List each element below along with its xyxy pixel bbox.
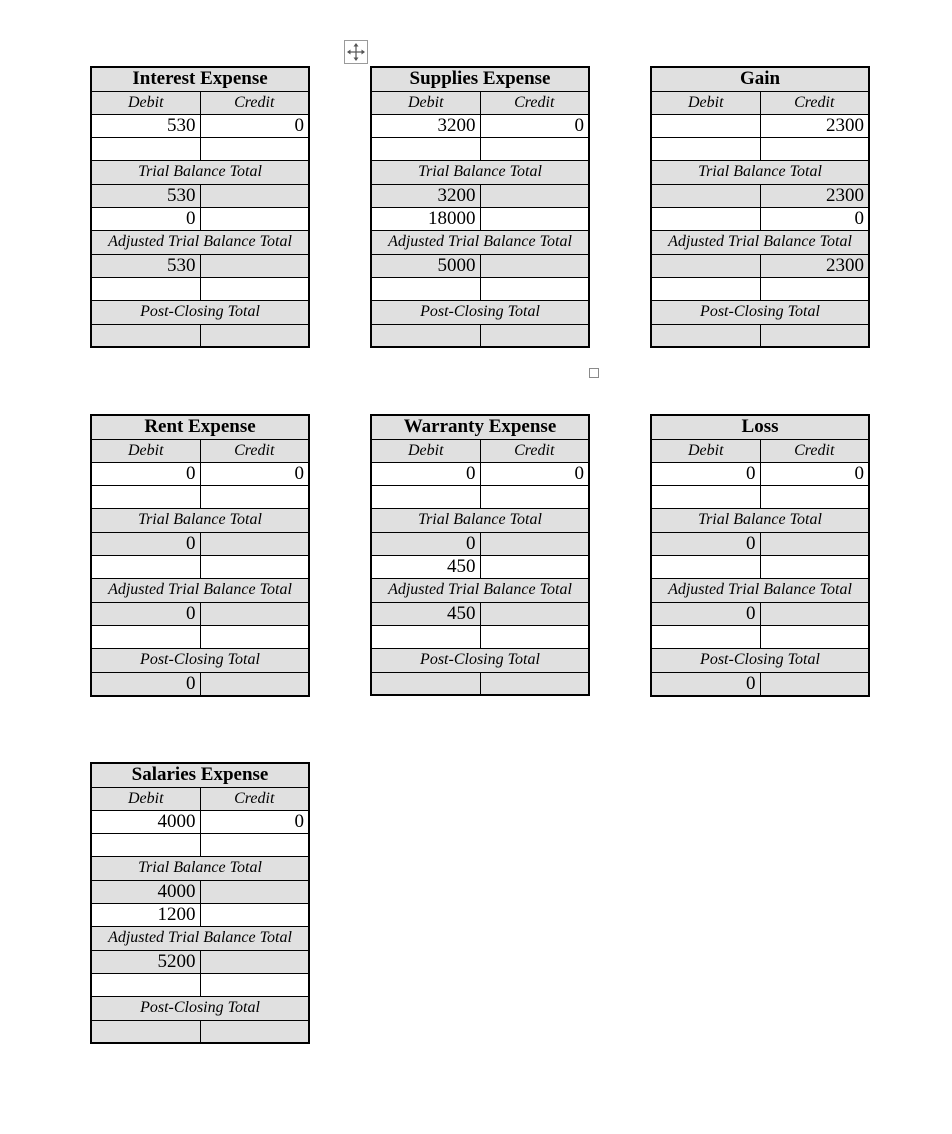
- adjusted-trial-balance-label: Adjusted Trial Balance Total: [371, 230, 589, 254]
- post-closing-label: Post-Closing Total: [91, 996, 309, 1020]
- adjusted-trial-balance-label: Adjusted Trial Balance Total: [91, 578, 309, 602]
- debit-cell[interactable]: [371, 137, 480, 160]
- debit-cell[interactable]: 0: [371, 462, 480, 485]
- debit-cell[interactable]: [651, 277, 760, 300]
- credit-cell[interactable]: [760, 532, 869, 555]
- credit-cell[interactable]: [760, 324, 869, 347]
- debit-cell[interactable]: [91, 324, 200, 347]
- account-title: Warranty Expense: [371, 415, 589, 439]
- credit-header: Credit: [480, 91, 589, 114]
- credit-cell[interactable]: 0: [200, 462, 309, 485]
- debit-cell[interactable]: 0: [91, 672, 200, 696]
- credit-cell[interactable]: [760, 672, 869, 696]
- trial-balance-label: Trial Balance Total: [371, 160, 589, 184]
- debit-cell[interactable]: 4000: [91, 810, 200, 833]
- account-title: Loss: [651, 415, 869, 439]
- credit-cell[interactable]: [200, 324, 309, 347]
- credit-cell[interactable]: [480, 324, 589, 347]
- post-closing-label: Post-Closing Total: [651, 300, 869, 324]
- trial-balance-label: Trial Balance Total: [91, 160, 309, 184]
- debit-cell[interactable]: [91, 555, 200, 578]
- credit-cell[interactable]: [200, 950, 309, 973]
- debit-cell[interactable]: 4000: [91, 880, 200, 903]
- credit-cell[interactable]: [480, 625, 589, 648]
- table-resize-handle[interactable]: [589, 368, 599, 378]
- post-closing-label: Post-Closing Total: [371, 300, 589, 324]
- debit-cell[interactable]: [91, 833, 200, 856]
- credit-cell[interactable]: [480, 485, 589, 508]
- credit-cell[interactable]: [760, 625, 869, 648]
- debit-cell[interactable]: [91, 1020, 200, 1043]
- debit-cell[interactable]: 0: [651, 462, 760, 485]
- debit-cell[interactable]: [651, 254, 760, 277]
- debit-cell[interactable]: 530: [91, 254, 200, 277]
- trial-balance-label: Trial Balance Total: [91, 508, 309, 532]
- trial-balance-label: Trial Balance Total: [91, 856, 309, 880]
- adjusted-trial-balance-label: Adjusted Trial Balance Total: [651, 230, 869, 254]
- debit-header: Debit: [651, 439, 760, 462]
- credit-cell[interactable]: [760, 137, 869, 160]
- debit-header: Debit: [371, 439, 480, 462]
- debit-cell[interactable]: [91, 485, 200, 508]
- debit-cell[interactable]: [651, 324, 760, 347]
- debit-cell[interactable]: 450: [371, 555, 480, 578]
- debit-cell[interactable]: 450: [371, 602, 480, 625]
- credit-cell[interactable]: [480, 207, 589, 230]
- debit-cell[interactable]: 0: [371, 532, 480, 555]
- debit-cell[interactable]: 0: [91, 207, 200, 230]
- credit-cell[interactable]: 0: [200, 114, 309, 137]
- credit-cell[interactable]: [200, 184, 309, 207]
- credit-header: Credit: [480, 439, 589, 462]
- t-account-interest-expense: [90, 66, 310, 348]
- post-closing-label: Post-Closing Total: [371, 648, 589, 672]
- credit-cell[interactable]: [200, 602, 309, 625]
- credit-cell[interactable]: [200, 254, 309, 277]
- debit-cell[interactable]: [91, 137, 200, 160]
- debit-cell[interactable]: [651, 207, 760, 230]
- credit-cell[interactable]: 0: [760, 207, 869, 230]
- adjusted-trial-balance-label: Adjusted Trial Balance Total: [91, 926, 309, 950]
- credit-cell[interactable]: [480, 672, 589, 695]
- debit-cell[interactable]: [371, 324, 480, 347]
- credit-cell[interactable]: 0: [200, 810, 309, 833]
- debit-header: Debit: [91, 91, 200, 114]
- credit-header: Credit: [200, 439, 309, 462]
- trial-balance-label: Trial Balance Total: [651, 160, 869, 184]
- credit-cell[interactable]: 2300: [760, 254, 869, 277]
- debit-header: Debit: [371, 91, 480, 114]
- credit-cell[interactable]: [200, 207, 309, 230]
- credit-header: Credit: [200, 787, 309, 810]
- debit-cell[interactable]: 530: [91, 184, 200, 207]
- credit-cell[interactable]: [480, 184, 589, 207]
- credit-cell[interactable]: [200, 485, 309, 508]
- t-account-warranty-expense: [370, 414, 590, 696]
- credit-cell[interactable]: [760, 485, 869, 508]
- credit-cell[interactable]: [480, 602, 589, 625]
- t-account-rent-expense: [90, 414, 310, 697]
- trial-balance-label: Trial Balance Total: [371, 508, 589, 532]
- debit-cell[interactable]: [371, 485, 480, 508]
- credit-cell[interactable]: [200, 1020, 309, 1043]
- debit-cell[interactable]: [651, 625, 760, 648]
- account-title: Interest Expense: [91, 67, 309, 91]
- post-closing-label: Post-Closing Total: [651, 648, 869, 672]
- debit-header: Debit: [91, 787, 200, 810]
- account-title: Gain: [651, 67, 869, 91]
- credit-cell[interactable]: [200, 973, 309, 996]
- account-title: Rent Expense: [91, 415, 309, 439]
- move-arrows-icon: [345, 41, 367, 63]
- debit-cell[interactable]: 1200: [91, 903, 200, 926]
- credit-cell[interactable]: [760, 277, 869, 300]
- credit-cell[interactable]: [200, 555, 309, 578]
- debit-cell[interactable]: [651, 137, 760, 160]
- debit-cell[interactable]: 18000: [371, 207, 480, 230]
- debit-cell[interactable]: 5000: [371, 254, 480, 277]
- credit-cell[interactable]: [200, 532, 309, 555]
- credit-cell[interactable]: [200, 903, 309, 926]
- account-title: Supplies Expense: [371, 67, 589, 91]
- debit-cell[interactable]: [651, 184, 760, 207]
- account-title: Salaries Expense: [91, 763, 309, 787]
- debit-cell[interactable]: 0: [91, 462, 200, 485]
- trial-balance-label: Trial Balance Total: [651, 508, 869, 532]
- credit-cell[interactable]: [480, 277, 589, 300]
- credit-cell[interactable]: 2300: [760, 114, 869, 137]
- credit-cell[interactable]: [200, 625, 309, 648]
- credit-cell[interactable]: [200, 277, 309, 300]
- debit-cell[interactable]: [371, 672, 480, 695]
- credit-cell[interactable]: 0: [760, 462, 869, 485]
- debit-cell[interactable]: [371, 277, 480, 300]
- debit-cell[interactable]: [91, 277, 200, 300]
- credit-cell[interactable]: 0: [480, 462, 589, 485]
- credit-cell[interactable]: [760, 602, 869, 625]
- debit-cell[interactable]: [651, 485, 760, 508]
- debit-cell[interactable]: [91, 973, 200, 996]
- credit-cell[interactable]: 0: [480, 114, 589, 137]
- debit-cell[interactable]: 0: [91, 532, 200, 555]
- post-closing-label: Post-Closing Total: [91, 648, 309, 672]
- credit-cell[interactable]: [200, 672, 309, 696]
- debit-cell[interactable]: 5200: [91, 950, 200, 973]
- debit-cell[interactable]: 0: [91, 602, 200, 625]
- debit-cell[interactable]: 0: [651, 602, 760, 625]
- post-closing-label: Post-Closing Total: [91, 300, 309, 324]
- debit-cell[interactable]: 0: [651, 532, 760, 555]
- credit-header: Credit: [760, 91, 869, 114]
- adjusted-trial-balance-label: Adjusted Trial Balance Total: [651, 578, 869, 602]
- adjusted-trial-balance-label: Adjusted Trial Balance Total: [91, 230, 309, 254]
- credit-cell[interactable]: [760, 555, 869, 578]
- debit-cell[interactable]: 0: [651, 672, 760, 696]
- debit-cell[interactable]: 3200: [371, 114, 480, 137]
- debit-cell[interactable]: 530: [91, 114, 200, 137]
- credit-cell[interactable]: [480, 532, 589, 555]
- t-account-loss: [650, 414, 870, 697]
- debit-cell[interactable]: [651, 555, 760, 578]
- credit-cell[interactable]: [200, 833, 309, 856]
- t-account-salaries-expense: [90, 762, 310, 1044]
- credit-cell[interactable]: [200, 880, 309, 903]
- credit-header: Credit: [200, 91, 309, 114]
- credit-cell[interactable]: [480, 254, 589, 277]
- credit-cell[interactable]: [200, 137, 309, 160]
- t-account-supplies-expense: [370, 66, 590, 348]
- debit-cell[interactable]: [91, 625, 200, 648]
- adjusted-trial-balance-label: Adjusted Trial Balance Total: [371, 578, 589, 602]
- t-account-gain: [650, 66, 870, 348]
- table-move-handle-icon[interactable]: [344, 40, 368, 64]
- debit-cell[interactable]: 3200: [371, 184, 480, 207]
- credit-header: Credit: [760, 439, 869, 462]
- credit-cell[interactable]: 2300: [760, 184, 869, 207]
- debit-header: Debit: [91, 439, 200, 462]
- debit-cell[interactable]: [651, 114, 760, 137]
- credit-cell[interactable]: [480, 137, 589, 160]
- credit-cell[interactable]: [480, 555, 589, 578]
- debit-header: Debit: [651, 91, 760, 114]
- debit-cell[interactable]: [371, 625, 480, 648]
